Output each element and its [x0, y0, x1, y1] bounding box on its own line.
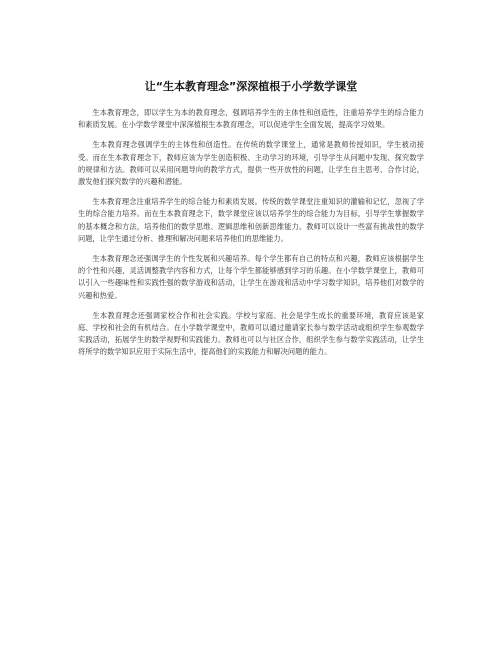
- document-title: 让“生本教育理念”深深植根于小学数学课堂: [144, 80, 358, 93]
- paragraph-2: 生本教育理念强调学生的主体性和创造性。在传统的数学课堂上，通常是教师传授知识，学生被动接受。而在生本教育理念下，教师应该为学生创造积极、主动学习的环境，引导学生从问题中发现、探究数学的规律和方法。教师可以采用问题导向的教学方式，提供一些开放性的问题，让学生自主思考、合作讨论，激发他们探究数学的兴趣和潜能。: [78, 140, 424, 187]
- paragraph-1: 生本教育理念，即以学生为本的教育理念，强调培养学生的主体性和创造性，注重培养学生的综合能力和素质发展。在小学数学课堂中深深植根生本教育理念，可以促进学生全面发展，提高学习效果。: [78, 108, 424, 130]
- paragraph-4: 生本教育理念还强调学生的个性发展和兴趣培养。每个学生都有自己的特点和兴趣，教师应该根据学生的个性和兴趣，灵活调整教学内容和方式，让每个学生都能够感到学习的乐趣。在小学数学课堂上，教师可以引入一些趣味性和实践性强的数学游戏和活动，让学生在游戏和活动中学习数学知识，培养他们对数学的兴趣和热爱。: [78, 254, 424, 300]
- paragraph-5: 生本教育理念还强调家校合作和社会实践。学校与家庭、社会是学生成长的重要环境，教育应该是家庭、学校和社会的有机结合。在小学数学课堂中，教师可以通过邀请家长参与数学活动或组织学生参观数学实践活动，拓展学生的数学视野和实践能力。教师也可以与社区合作，组织学生参与数学实践活动，让学生将所学的数学知识应用于实际生活中，提高他们的实践能力和解决问题的能力。: [78, 310, 424, 357]
- document-body: [78, 107, 424, 367]
- paragraph-3: 生本教育理念注重培养学生的综合能力和素质发展。传统的数学课堂注重知识的灌输和记忆，忽视了学生的综合能力培养。而在生本教育理念下，数学课堂应该以培养学生的综合能力为目标，引导学生掌握数学的基本概念和方法，培养他们的数学思维、逻辑思维和创新思维能力。教师可以设计一些富有挑战性的数学问题，让学生通过分析、推理和解决问题来培养他们的思维能力。: [78, 197, 424, 243]
